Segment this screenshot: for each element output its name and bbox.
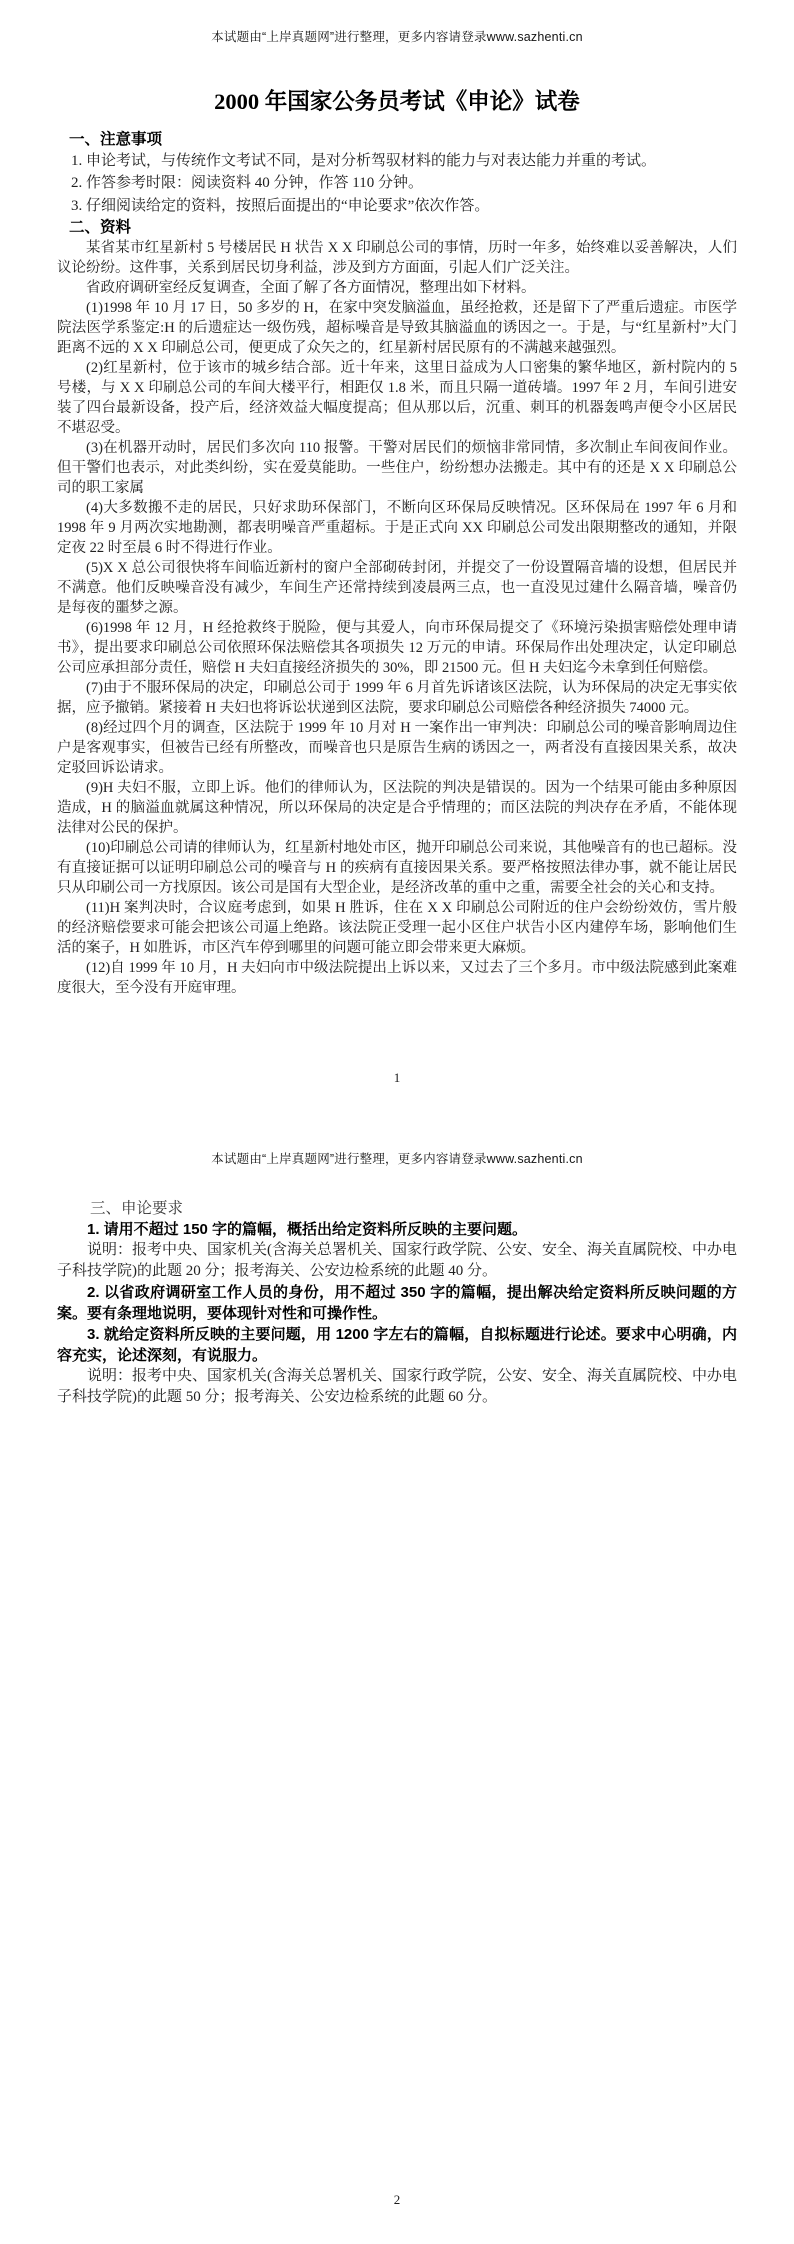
requirement-item-2: 2. 以省政府调研室工作人员的身份，用不超过 350 字的篇幅，提出解决给定资料所反映问题的方案。要有条理地说明，要体现针对性和可操作性。 [57,1284,737,1322]
page-number: 1 [393,1070,401,1085]
requirement-note-1: 说明：报考中央、国家机关(含海关总署机关、国家行政学院、公安、安全、海关直属院校、中办电子科技学院)的此题 20 分；报考海关、公安边检系统的此题 40 分。 [57,1242,737,1279]
notice-item-2: 2. 作答参考时限：阅读资料 40 分钟，作答 110 分钟。 [71,175,423,192]
requirement-note-2: 说明：报考中央、国家机关(含海关总署机关、国家行政学院，公安、安全、海关直属院校、中办电子科技学院)的此题 50 分；报考海关、公安边检系统的此题 60 分。 [57,1368,737,1405]
watermark-note: 本试题由“上岸真题网”进行整理，更多内容请登录www.sazhenti.cn [211,30,583,44]
material-paragraph-5: (5)X X 总公司很快将车间临近新村的窗户全部砌砖封闭，并提交了一份设置隔音墙的设想，但居民并不满意。他们反映噪音没有减少，车间生产还常持续到凌晨两三点，也一直没见过建什么隔音墙，噪音仍是每夜的噩梦之源。 [57,560,737,617]
material-paragraph-1: (1)1998 年 10 月 17 日，50 多岁的 H，在家中突发脑溢血，虽经抢救，还是留下了严重后遗症。市医学院法医学系鉴定:H 的后遗症达一级伤残，超标噪音是导致其脑溢血的诱因之一。于是，与“红星新村”大门距离不远的 X X 印刷总公司，便更成了众矢之的，红星新村居民原有的不满越来越强烈。 [57,300,737,357]
material-paragraph-10: (10)印刷总公司请的律师认为，红星新村地处市区，抛开印刷总公司来说，其他噪音有的也已超标。没有直接证据可以证明印刷总公司的噪音与 H 的疾病有直接因果关系。要严格按照法律办事，就不能让居民只从印刷公司一方找原因。该公司是国有大型企业，是经济改革的重中之重，需要全社会的关心和支持。 [57,840,737,897]
page-number: 2 [393,2192,401,2207]
material-paragraph-6: (6)1998 年 12 月，H 经抢救终于脱险，便与其爱人，向市环保局提交了《环境污染损害赔偿处理申请书》，提出要求印刷总公司依照环保法赔偿其各项损失 12 万元的申请。环保局作出处理决定，认定印刷总公司应承担部分责任，赔偿 H 夫妇直接经济损失的 30%，即 21500 元。但 H 夫妇迄今未拿到任何赔偿。 [57,620,737,677]
requirement-item-3: 3. 就给定资料所反映的主要问题，用 1200 字左右的篇幅，自拟标题进行论述。要求中心明确，内容充实，论述深刻，有说服力。 [57,1326,737,1364]
material-paragraph-12: (12)自 1999 年 10 月，H 夫妇向市中级法院提出上诉以来，又过去了三个多月。市中级法院感到此案难度很大，至今没有开庭审理。 [57,960,737,997]
material-paragraph-7: (7)由于不服环保局的决定，印刷总公司于 1999 年 6 月首先诉诸该区法院，认为环保局的决定无事实依据，应予撤销。紧接着 H 夫妇也将诉讼状递到区法院，要求印刷总公司赔偿各种经济损失 74000 元。 [57,680,737,717]
material-paragraph-3: (3)在机器开动时，居民们多次向 110 报警。干警对居民们的烦恼非常同情，多次制止车间夜间作业。但干警们也表示，对此类纠纷，实在爱莫能助。一些住户，纷纷想办法搬走。其中有的还是 X X 印刷总公司的职工家属 [57,440,737,497]
exam-title: 2000 年国家公务员考试《申论》试卷 [214,89,580,114]
material-paragraph-8: (8)经过四个月的调查，区法院于 1999 年 10 月对 H 一案作出一审判决：印刷总公司的噪音影响周边住户是客观事实，但被告已经有所整改，而噪音也只是原告生病的诱因之一，两者没有直接因果关系，故决定驳回诉讼请求。 [57,720,737,777]
section-heading-material: 二、资料 [69,219,132,237]
notice-item-1: 1. 申论考试，与传统作文考试不同，是对分析驾驭材料的能力与对表达能力并重的考试。 [71,153,657,169]
page-2 [0,1122,794,2244]
material-intro-paragraph: 某省某市红星新村 5 号楼居民 H 状告 X X 印刷总公司的事情，历时一年多，始终难以妥善解决，人们议论纷纷。这件事，关系到居民切身利益，涉及到方方面面，引起人们广泛关注。 [57,240,737,277]
requirement-item-1: 1. 请用不超过 150 字的篇幅，概括出给定资料所反映的主要问题。 [87,1221,528,1238]
material-intro-paragraph: 省政府调研室经反复调查，全面了解了各方面情况，整理出如下材料。 [86,280,536,297]
material-paragraph-2: (2)红星新村，位于该市的城乡结合部。近十年来，这里日益成为人口密集的繁华地区，新村院内的 5 号楼，与 X X 印刷总公司的车间大楼平行，相距仅 1.8 米，而且只隔一道砖墙。1997 年 2 月，车间引进安装了四台最新设备，投产后，经济效益大幅度提高；但从那以后，沉重、刺耳的机器轰鸣声便令小区居民不堪忍受。 [57,360,737,437]
material-paragraph-11: (11)H 案判决时，合议庭考虑到，如果 H 胜诉，住在 X X 印刷总公司附近的住户会纷纷效仿，雪片般的经济赔偿要求可能会把该公司逼上绝路。该法院正受理一起小区住户状告小区内建停车场，影响他们生活的案子，H 如胜诉，市区汽车停到哪里的问题可能立即会带来更大麻烦。 [57,900,737,957]
material-paragraph-9: (9)H 夫妇不服，立即上诉。他们的律师认为，区法院的判决是错误的。因为一个结果可能由多种原因造成，H 的脑溢血就属这种情况，所以环保局的决定是合乎情理的；而区法院的判决存在矛盾，不能体现法律对公民的保护。 [57,780,737,837]
notice-item-3: 3. 仔细阅读给定的资料，按照后面提出的“申论要求”依次作答。 [71,197,490,214]
watermark-note: 本试题由“上岸真题网”进行整理，更多内容请登录www.sazhenti.cn [211,1152,583,1166]
section-heading-requirements: 三、申论要求 [90,1200,184,1217]
material-paragraph-4: (4)大多数搬不走的居民，只好求助环保部门，不断向区环保局反映情况。区环保局在 1997 年 6 月和 1998 年 9 月两次实地勘测，都表明噪音严重超标。于是正式向 XX 印刷总公司发出限期整改的通知，并限定夜 22 时至晨 6 时不得进行作业。 [57,500,737,557]
section-heading-notice: 一、注意事项 [69,131,163,148]
